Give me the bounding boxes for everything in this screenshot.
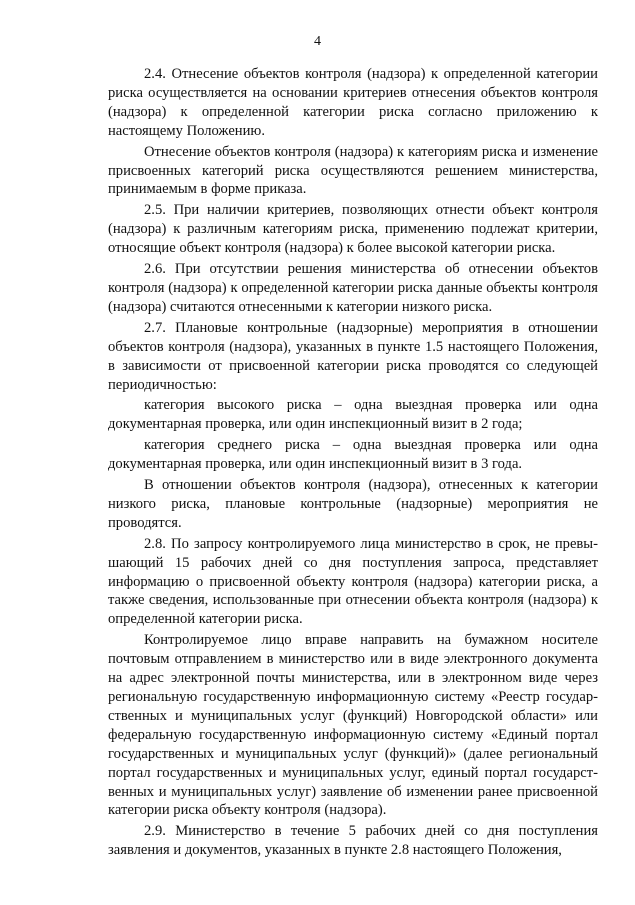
- paragraph-low-risk: В отношении объектов контроля (надзора), отнесенных к категории низкого риска, плановые контрольные (надзорные) мероприятия не проводятся.: [108, 477, 598, 531]
- paragraph-high-risk: категория высокого риска – одна выездная проверка или одна документарная проверка, или один инспекционный визит в 2 года;: [108, 397, 598, 433]
- paragraph-2-6: 2.6. При отсутствии решения министерства об отнесении объектов контроля (надзора) к определенной категории риска данные объекты контроля (надзора) считаются отнесенными к категории низкого риска.: [108, 261, 598, 315]
- paragraph-2-9: 2.9. Министерство в течение 5 рабочих дней со дня поступления заявления и документов, указанных в пункте 2.8 настоящего Положения,: [108, 823, 598, 859]
- paragraph-2-5: 2.5. При наличии критериев, позволяющих отнести объект контроля (надзора) к различным категориям риска, применению подлежат критерии, относящие объект контроля (надзора) к более высокой категории риска.: [108, 202, 598, 257]
- paragraph-application: Контролируемое лицо вправе направить на бумажном носителе почтовым отправлением в министерство или в виде электронного документа на адрес электронной почты министерства, или в электронном виде через региональную государственную информационную систему «Реестр государственных и муниципальных услуг (функций) Новгородской области» или федеральную государственную информационную систему «Единый портал государственных и муниципальных услуг (функций)» (далее региональный портал государственных и муниципальных услуг, единый портал государственных и муниципальных услуг) заявление об изменении ранее присвоенной категории риска объекту контроля (надзора).: [108, 632, 598, 819]
- paragraph-risk-assignment: Отнесение объектов контроля (надзора) к категориям риска и изменение присвоенных категорий риска осуществляются решением министерства, принимаемым в форме приказа.: [108, 143, 598, 198]
- paragraph-2-8: 2.8. По запросу контролируемого лица министерство в срок, не превышающий 15 рабочих дней со дня поступления запроса, представляет информацию о присвоенной объекту контроля (надзора) категории риска, а также сведения, использованные при отнесении объекта контроля (надзора) к определенной категории риска.: [108, 535, 598, 628]
- document-body: [108, 65, 598, 862]
- page-number: 4: [314, 34, 321, 49]
- paragraph-2-7: 2.7. Плановые контрольные (надзорные) мероприятия в отношении объектов контроля (надзора), указанных в пункте 1.5 настоящего Положения, в зависимости от присвоенной категории риска проводятся со следующей периодичностью:: [108, 319, 598, 393]
- paragraph-medium-risk: категория среднего риска – одна выездная проверка или одна документарная проверка, или один инспекционный визит в 3 года.: [108, 437, 598, 473]
- paragraph-2-4: 2.4. Отнесение объектов контроля (надзора) к определенной категории риска осуществляется на основании критериев отнесения объектов контроля (надзора) к определенной категории риска согласно приложению к настоящему Положению.: [108, 66, 598, 139]
